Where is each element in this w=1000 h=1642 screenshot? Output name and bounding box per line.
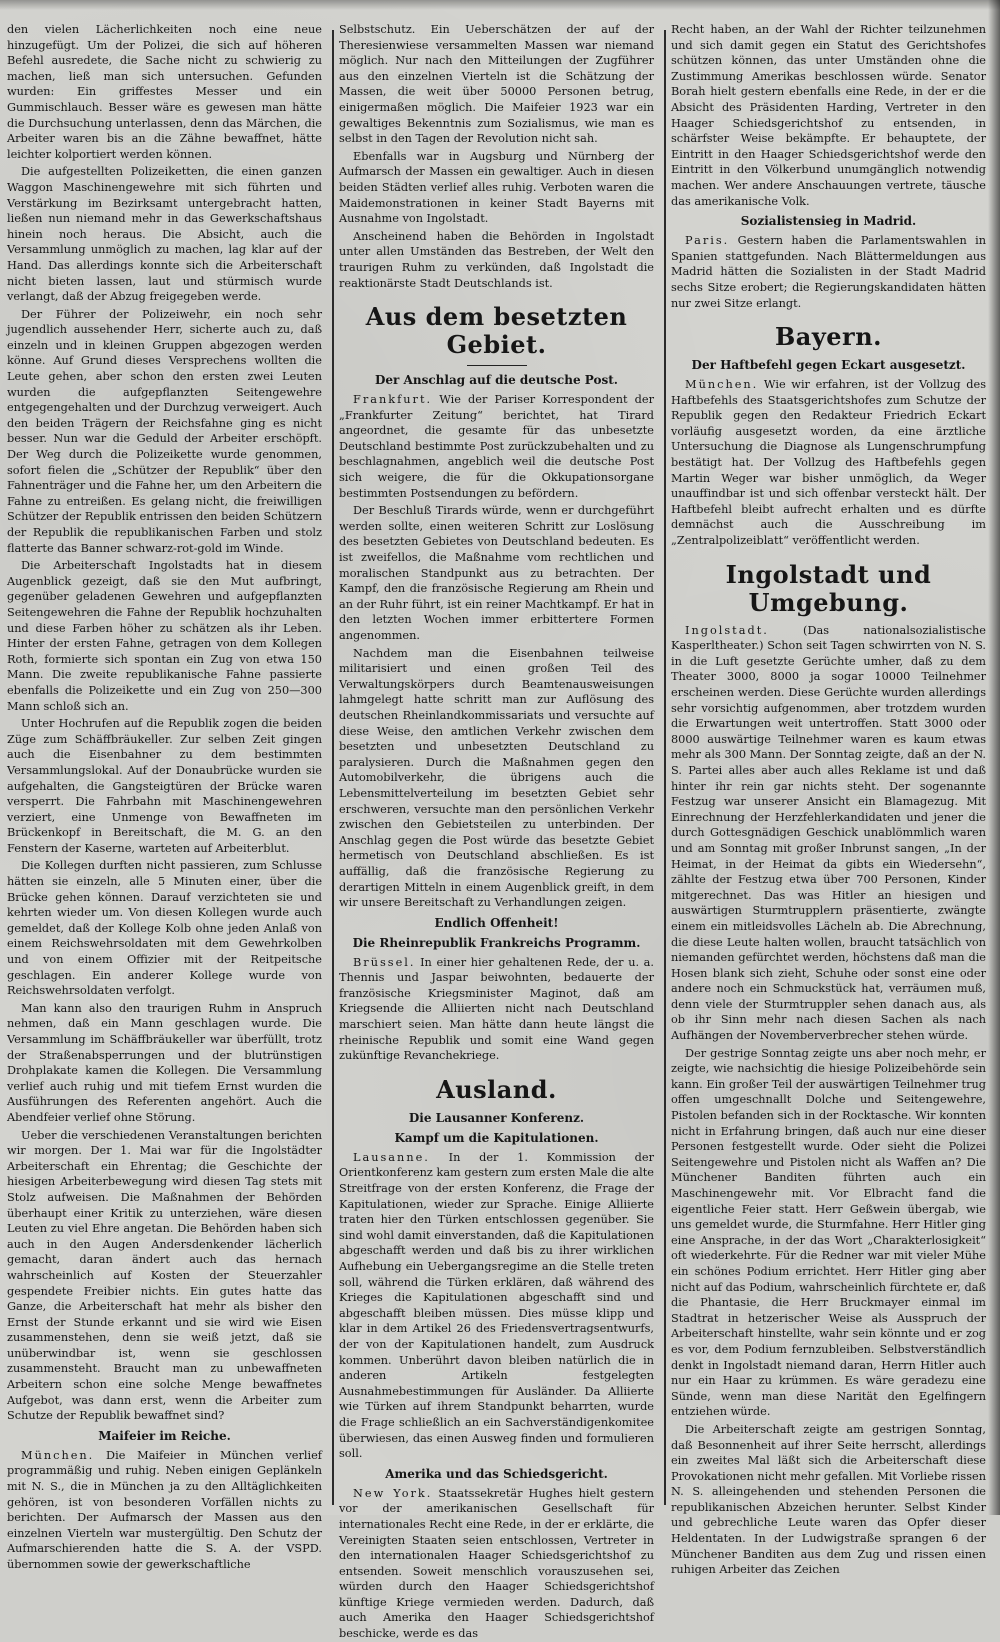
paragraph: Der Beschluß Tirards würde, wenn er durchgeführt werden sollte, einen weiteren Schritt zur Loslösung des besetzten Gebietes von Deutschland bedeuten. Es ist zweifellos, die Maßnahme vom rechtlichen und moralischen Standpunkt aus zu betrachten. Der Kampf, den die französische Regierung am Rhein und an der Ruhr führt, ist ein reiner Machtkampf. Er hat in den letzten Wochen immer erbittertere Formen angenommen. [339,504,654,642]
paragraph [339,392,654,501]
paragraph-text: In einer hier gehaltenen Rede, der u. a. Thennis und Jaspar beiwohnten, bedauerte der französische Kriegsminister Maginot, daß am Kriegsende die Alliierten nicht nach Deutschland marschiert seien. Man hätte dann heute längst die rheinische Republik und somit eine Wand gegen zukünftige Revanchekriege. [339,955,654,1063]
section-title-bayern: Bayern. [775,322,882,352]
column-rule [664,30,666,1505]
dateline: Lausanne. [353,1150,430,1164]
dateline: Paris. [685,234,730,248]
dateline: Frankfurt. [353,393,433,407]
column-3 [671,22,986,1577]
article-heading-amerika: Amerika und das Schiedsgericht. [385,1466,608,1481]
paragraph [339,955,654,1064]
dateline: Ingolstadt. [685,623,769,637]
paragraph: Die Arbeiterschaft Ingolstadts hat in diesem Augenblick gezeigt, daß sie den Mut aufbringt, gegenüber geladenen Gewehren und aufgepflanzten Seitengewehren die Fahne der Republik hochzuhalten und diese Farben höher zu schätzen als ihr Leben. Hinter der ersten Fahne, getragen von dem Kollegen Roth, formierte sich spontan ein Zug von etwa 150 Mann. Die zweite republikanische Fahne passierte ebenfalls die Polizeikette und ein Zug von 250—300 Mann schloß sich an. [7,559,322,713]
paragraph-text: Wie wir erfahren, ist der Vollzug des Haftbefehls des Staatsgerichtshofes zum Schutze der Republik gegen den Redakteur Friedrich Eckart vorläufig ausgesetzt worden, da eine ärztliche Untersuchung die Diagnose als Lungenschrumpfung bestätigt hat. Der Vollzug des Haftbefehls gegen Martin Weger war bisher unmöglich, da Weger unauffindbar ist und sich offenbar versteckt hält. Der Haftbefehl bleibt aufrecht erhalten und es dürfte demnächst auch die Ausschreibung im „Zentralpolizeiblatt“ veröffentlicht werden. [671,378,986,548]
paragraph: Man kann also den traurigen Ruhm in Anspruch nehmen, daß ein Mann geschlagen wurde. Die Versammlung im Schäffbräukeller war überfüllt, trotz der Straßenabsperrungen und der blutrünstigen Drohplakate kamen die Kollegen. Die Versammlung verlief auch ruhig und mit tiefem Ernst wurden die Ausführungen des Referenten angehört. Auch die Abendfeier verlief ohne Störung. [7,1001,322,1124]
paragraph: Selbstschutz. Ein Ueberschätzen der auf der Theresienwiese versammelten Massen war niemand möglich. Nur nach den Mitteilungen der Zugführer aus den einzelnen Vierteln ist die Schätzung der Massen, die weit über 50000 Personen betrug, einigermaßen möglich. Die Maifeier 1923 war ein gewaltiges Bekenntnis zum Sozialismus, wie man es selbst in den Tagen der Revolution nicht sah. [339,23,654,146]
paragraph-text: Gestern haben die Parlamentswahlen in Spanien stattgefunden. Nach Blättermeldungen aus Madrid hätten die Sozialisten in der Stadt Madrid sechs Sitze erobert; die Regierungskandidaten hätten nur zwei Sitze erlangt. [671,234,986,310]
dateline: München. [685,378,759,392]
dateline: New York. [353,1486,433,1500]
section-heading-maifeier: Maifeier im Reiche. [98,1428,231,1443]
dateline: Brüssel. [353,955,416,969]
paragraph [671,377,986,549]
paragraph: den vielen Lächerlichkeiten noch eine neue hinzugefügt. Um der Polizei, die sich auf höheren Befehl ausredete, die Sache nicht zu schwierig zu machen, ließ man sich untersuchen. Gefunden wurden: Ein griffestes Messer und ein Gummischlauch. Besser wäre es gewesen man hätte die Durchsuchung unterlassen, denn das Märchen, die Arbeiter waren bis an die Zähne bewaffnet, hätte leichter kolportiert werden können. [7,23,322,161]
title-rule [467,365,527,366]
article-heading-sozialisten: Sozialistensieg in Madrid. [740,214,917,229]
paragraph: Ebenfalls war in Augsburg und Nürnberg der Aufmarsch der Massen ein gewaltiger. Auch in diesen beiden Städten verlief alles ruhig. Verboten waren die Maidemonstrationen in keiner Stadt Bayerns mit Ausnahme von Ingolstadt. [339,149,654,226]
paragraph: Die Arbeiterschaft zeigte am gestrigen Sonntag, daß Besonnenheit auf ihrer Seite herrscht, allerdings ein zweites Mal läßt sich die Arbeiterschaft diese Provokationen nicht mehr gefallen. Mit Vorliebe rissen N. S. alleingehenden und stehenden Personen die republikanischen Abzeichen herunter. Selbst Kinder und gebrechliche Leute waren das Opfer dieser Heldentaten. In der Ludwigstraße sprangen 6 der Münchener Banditen aus dem Zug und rissen einen ruhigen Arbeiter das Zeichen [671,1422,986,1577]
paragraph [671,623,986,1044]
paragraph: Die Kollegen durften nicht passieren, zum Schlusse hätten sie einzeln, alle 5 Minuten einer, über die Brücke gehen können. Darauf verzichteten sie und kehrten wieder um. Von diesen Kollegen wurde auch gemeldet, daß der Kollege Kolb ohne jeden Anlaß von einem Reichswehrsoldaten mit dem Gewehrkolben und von einem Offizier mit der Reitpeitsche geschlagen. Ein anderer Kollege wurde von Reichswehrsoldaten verfolgt. [7,859,322,998]
paragraph-text: In der 1. Kommission der Orientkonferenz kam gestern zum ersten Male die alte Streitfrage von der ersten Konferenz, die Frage der Kapitulationen, wieder zur Sprache. Einige Alliierte traten hier den Türken entschlossen gegenüber. Sie sind wohl damit einverstanden, daß die Kapitulationen abgeschafft werden und daß bis zu ihrer wirklichen Aufhebung ein Uebergangsregime an die Stelle treten soll, während die Türken erklären, daß während des Krieges die Kapitulationen abgeschafft sind und abgeschafft bleiben müssen. Dies müsse klipp und klar in dem Artikel 26 des Friedensvertragsentwurfs, der von der Kapitulationen handelt, zum Ausdruck kommen. Unberührt davon bleiben natürlich die in anderen Artikeln festgelegten Ausnahmebestimmungen für Ausländer. Da Alliierte wie Türken auf ihrem Standpunkt beharrten, wurde die Frage schließlich an ein Sachverständigenkomitee überwiesen, das einen Ausweg finden und formulieren soll. [339,1150,654,1461]
paragraph [339,1150,654,1462]
paragraph: Die aufgestellten Polizeiketten, die einen ganzen Waggon Maschinengewehre mit sich führten und Verstärkung im Bezirksamt untergebracht hatten, ließen nun niemand mehr in das Gewerkschaftshaus hinein noch heraus. Die Absicht, auch die Versammlung unmöglich zu machen, lag klar auf der Hand. Das allerdings konnte sich die Arbeiterschaft nicht bieten lassen, laut und stürmisch wurde verlangt, daß der Abzug freigegeben werde. [7,165,322,304]
paragraph: Nachdem man die Eisenbahnen teilweise militarisiert und einen großen Teil des Verwaltungskörpers durch Beamtenausweisungen lahmgelegt hatte schritt man zur Auflösung des deutschen Rheinlandkommissariats und versuchte auf diese Weise, den amtlichen Verkehr zwischen dem besetzten und unbesetzten Deutschland zu paralysieren. Durch die Maßnahmen gegen den Automobilverkehr, die übrigens auch die Lebensmittelverteilung im besetzten Gebiet sehr erschweren, versuchte man den persönlichen Verkehr zwischen den Gebietsteilen zu unterbinden. Der Anschlag gegen die Post würde das besetzte Gebiet hermetisch von Deutschland abschließen. Es ist auffällig, daß die französische Regierung zu derartigen Mitteln in einem Augenblick greift, in dem wir unsere Bereitschaft zu Verhandlungen zeigen. [339,646,654,910]
column-rule [332,30,334,1505]
paragraph-text: Die Maifeier in München verlief programmäßig und ruhig. Neben einigen Geplänkeln mit N. S., die in München ja zu den Alltäglichkeiten gehören, ist von besonderen Vorfällen nichts zu berichten. Der Aufmarsch der Massen aus den einzelnen Vierteln war mustergültig. Den Schutz der Aufmarschierenden hatte die S. A. der VSPD. übernommen sowie der gewerkschaftliche [7,1448,322,1571]
paragraph: Der gestrige Sonntag zeigte uns aber noch mehr, er zeigte, wie nachsichtig die hiesige Polizeibehörde sein kann. Ein großer Teil der auswärtigen Teilnehmer trug offen umgeschnallt Dolche und Seitengewehre, Pistolen befanden sich in der Rocktasche. Wir konnten nicht in Erfahrung bringen, daß auch nur eine dieser Personen festgestellt wurde. Oder sieht die Polizei Seitengewehre und Pistolen nicht als Waffen an? Die Münchener Banditen führten auch ein Maschinengewehr mit. Vor Elbracht fand die eigentliche Feier statt. Herr Geßwein übergab, wie uns gemeldet wurde, die Sturmfahne. Herr Hitler ging eine Ansprache, in der das Wort „Charakterlosigkeit“ oft wiederkehrte. Für die Redner war mit vieler Mühe ein schönes Podium errichtet. Herr Hitler ging aber nicht auf das Podium, wahrscheinlich fürchtete er, daß die Phantasie, die Herr Bruckmayer einmal im Stadtrat in hetzerischer Weise als Ausspruch der Arbeiterschaft hinstellte, wahr sein könnte und er zog es vor, dem Podium fernzubleiben. Selbstverständlich denkt in Ingolstadt niemand daran, Herrn Hitler auch nur ein Haar zu krümmen. Es wäre geradezu eine Sünde, wenn man diese Narität den Egelfingern entziehen würde. [671,1046,986,1419]
dateline: München. [21,1448,95,1462]
article-heading-anschlag: Der Anschlag auf die deutsche Post. [375,373,618,388]
paragraph [7,1448,322,1573]
paragraph [671,233,986,311]
column-1 [7,22,322,1571]
paragraph-text: Staatssekretär Hughes hielt gestern vor der amerikanischen Gesellschaft für internationales Recht eine Rede, in der er erklärte, die Vereinigten Staaten seien entschlossen, Vertreter in den internationalen Haager Schiedsgerichtshof zu entsenden. Soweit menschlich vorauszusehen sei, würden durch den Haager Schiedsgerichtshof künftige Kriege vermieden werden. Dadurch, daß auch Amerika den Haager Schiedsgerichtshof beschicke, werde es das [339,1486,654,1641]
paragraph: Recht haben, an der Wahl der Richter teilzunehmen und sich damit gegen ein Statut des Gerichtshofes schützen können, das unter Umständen ohne die Zustimmung Amerikas beschlossen würde. Senator Borah hielt gestern ebenfalls eine Rede, in der er die Absicht des Präsidenten Harding, Vertreter in den Haager Schiedsgerichtshof zu entsenden, in schärfster Weise bekämpfte. Er behauptete, der Eintritt in den Haager Schiedsgerichtshof werde den Eintritt in den Völkerbund unumgänglich notwendig machen. Wer andere Anschauungen vertrete, täusche das amerikanische Volk. [671,23,986,208]
article-heading-offenheit: Endlich Offenheit! [434,915,559,930]
paragraph: Unter Hochrufen auf die Republik zogen die beiden Züge zum Schäffbräukeller. Zur selben Zeit gingen auch die Eisenbahner zu dem bestimmten Versammlungslokal. Auf der Donaubrücke wurden sie aufgehalten, die Gangsteigtüren der Brücke waren versperrt. Die Fahrbahn mit Maschinengewehren verziert, eine Unmenge von Bewaffneten im Brückenkopf in Bereitschaft, die M. G. an den Fenstern der Kaserne, warteten auf Arbeiterblut. [7,717,322,855]
paragraph: Anscheinend haben die Behörden in Ingolstadt unter allen Umständen das Bestreben, der Welt den traurigen Ruhm zu verkünden, daß Ingolstadt die reaktionärste Stadt Deutschlands ist. [339,229,654,290]
paragraph: Der Führer der Polizeiwehr, ein noch sehr jugendlich aussehender Herr, sicherte auch zu, daß einzeln und in kleinen Gruppen abgezogen werden könne. Auf Grund dieses Versprechens wollten die Leute gehen, aber schon den ersten zwei Leuten wurden die aufgepflanzten Seitengewehre entgegengehalten und der Durchzug verweigert. Auch den beiden Trägern der Reichsfahne ging es nicht besser. Nun war die Geduld der Arbeiter erschöpft. Der Weg durch die Polizeikette wurde genommen, sofort fielen die „Schützer der Republik“ über den Fahnenträger und die Fahne her, um den Arbeitern die Fahne zu entreißen. Es gelang nicht, die freiwilligen Schützer der Republik entrissen den beiden Schützern der Republik die republikanischen Farben und stolz flatterte das Banner schwarz-rot-gold im Winde. [7,307,322,555]
scan-edge-shadow [988,0,1000,1515]
article-heading-lausanne: Die Lausanner Konferenz. [408,1110,585,1125]
section-title-ingolstadt: Ingolstadt und Umgebung. [725,559,932,617]
column-2 [339,22,654,1641]
paragraph: Ueber die verschiedenen Veranstaltungen berichten wir morgen. Der 1. Mai war für die Ingolstädter Arbeiterschaft ein Ehrentag; die Geschichte der hiesigen Arbeiterbewegung wird diesen Tag stets mit Stolz aufweisen. Die Maßnahmen der Behörden überhaupt einer Kritik zu unterziehen, wäre diesen Leuten zu viel Ehre angetan. Die Behörden haben sich auch in den Augen Andersdenkender lächerlich gemacht, daran ändert auch das hernach wahrscheinlich auf Kosten der Steuerzahler gespendete Freibier nichts. Ein gutes hatte das Ganze, die Arbeiterschaft hat mehr als bisher den Ernst der Stunde erkannt und sie wird wie Eisen zusammenstehen, denn sie weiß jetzt, daß sie unüberwindbar ist, wenn sie geschlossen zusammensteht. Braucht man zu unbewaffneten Arbeitern schon eine solche Menge bewaffnetes Aufgebot, was dann erst, wenn die Arbeiter zum Schutze der Republik bewaffnet sind? [7,1128,322,1423]
paragraph-text: (Das nationalsozialistische Kasperltheater.) Schon seit Tagen schwirrten von N. S. in die Luft gesetzte Gerüchte umher, daß zu dem Theater 3000, 8000 ja sogar 10000 Teilnehmer erscheinen werden. Diese Gerüchte wurden allerdings sehr vorsichtig aufgenommen, aber trotzdem wurden die Erwartungen weit untertroffen. Statt 3000 oder 8000 auswärtige Teilnehmer waren es kaum etwas mehr als 300 Mann. Der Sonntag zeigte, daß an der N. S. Partei alles aber auch alles Reklame ist und daß hinter ihr rein gar nichts steht. Der sogenannte Festzug war unserer Ansicht ein Blamagezug. Mit Einrechnung der Herzfehlerkandidaten und jener die durch Gottesgnädigen Geschick unablömmlich waren und am Sonntag mit großer Inbrunst sangen, „In der Heimat, in der Heimat da gibts ein Wiedersehn“, zählte der Festzug etwa über 700 Personen, Kinder mitgerechnet. Das was Hitler an hiesigen und auswärtigen Sturmtrupplern präsentierte, zwängte einem ein mitleidsvolles Lächeln ab. Die Abrechnung, die diese Leute halten wollen, braucht tatsächlich von niemanden gefürchtet werden, höchstens daß man die Hosen blank sich zieht, Schuhe oder sonst eine oder andere noch ein Schmuckstück hat, verräumen muß, denn viele der Sturmtruppler sehen danach aus, als ob ihr Sinn mehr nach diesen Sachen als nach Aufhängen der Novemberverbrecher stehen würde. [671,623,986,1043]
section-title-besetzt: Aus dem besetzten Gebiet. [365,302,628,360]
article-heading-haftbefehl: Der Haftbefehl gegen Eckart ausgesetzt. [691,358,966,373]
paragraph [339,1486,654,1642]
article-subheading-rheinrepublik: Die Rheinrepublik Frankreichs Programm. [352,935,641,950]
paragraph-text: Wie der Pariser Korrespondent der „Frankfurter Zeitung“ berichtet, hat Tirard angeordnet, die gesamte für das unbesetzte Deutschland bestimmte Post zurückzubehalten und zu beschlagnahmen, angeblich weil die deutsche Post sich weigere, die für die Okkupationsorgane bestimmten Postsendungen zu befördern. [339,393,654,500]
scan-top-shadow [0,0,1000,10]
section-title-ausland: Ausland. [436,1074,557,1104]
article-subheading-kapitulationen: Kampf um die Kapitulationen. [394,1130,599,1145]
